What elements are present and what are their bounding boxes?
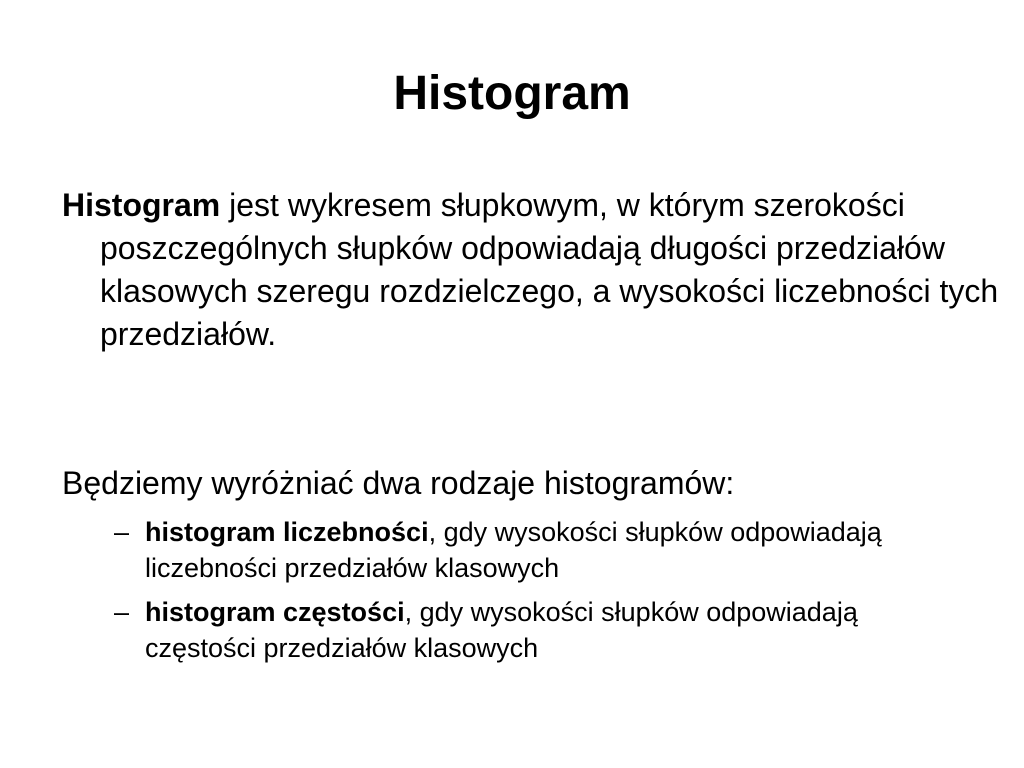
list-item-histogram-czestosci — [114, 594, 974, 666]
list-item-text — [145, 594, 974, 666]
list-item-histogram-liczebnosci — [114, 514, 974, 586]
list-item-text — [145, 514, 974, 586]
list-item-description: , gdy wysokości słupków odpowiadają częstości przedziałów klasowych — [145, 597, 858, 663]
intro-paragraph: Będziemy wyróżniać dwa rodzaje histogramów: — [62, 465, 735, 501]
list-item-term: histogram liczebności — [145, 517, 429, 547]
dash-bullet: – — [114, 597, 130, 627]
list-item-description: , gdy wysokości słupków odpowiadają liczebności przedziałów klasowych — [145, 517, 882, 583]
dash-bullet: – — [114, 517, 130, 547]
definition-paragraph — [62, 184, 1005, 356]
definition-text: jest wykresem słupkowym, w którym szerokości poszczególnych słupków odpowiadają długości przedziałów klasowych szeregu rozdzielczego, a wysokości liczebności tych przedziałów. — [100, 187, 999, 352]
definition-term: Histogram — [62, 187, 221, 223]
list-item-term: histogram częstości — [145, 597, 405, 627]
slide-title: Histogram — [393, 67, 631, 120]
